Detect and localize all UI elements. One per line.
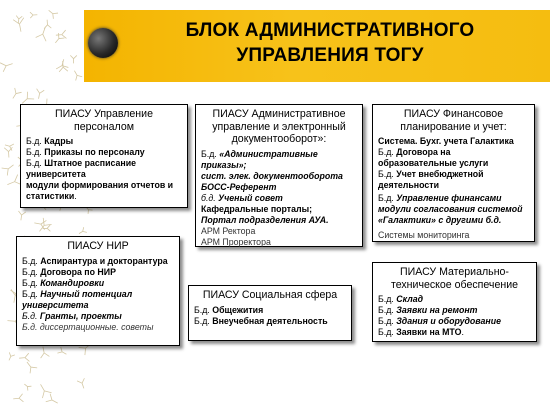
- list-item: Б.д. Договора по НИР: [22, 266, 116, 277]
- list-item: Б.д. «Административные приказы»;: [201, 148, 318, 170]
- list-item: Б.д. Здания и оборудование: [378, 316, 501, 326]
- box-logistics: [372, 262, 537, 342]
- list-item: Б.д. Кадры: [26, 136, 74, 146]
- list-item: Б.д. Учет внебюджетной деятельности: [378, 169, 484, 190]
- list-item: Системы мониторинга: [378, 230, 470, 240]
- box-personnel-header: ПИАСУ Управление персоналом: [55, 108, 153, 133]
- list-item: сист. элек. документооборота БОСС-Референт: [201, 170, 343, 192]
- box-social: [188, 285, 352, 341]
- box-finance-header: ПИАСУ Финансовое планирование и учет:: [400, 108, 507, 133]
- list-item: Портал подразделения АУА.: [201, 214, 329, 225]
- list-item: Б.д. Штатное расписание университета: [26, 158, 137, 179]
- box-admin: [195, 104, 363, 247]
- title-line-1: БЛОК АДМИНИСТРАТИВНОГО: [185, 20, 475, 41]
- list-item: Б.д. Склад: [378, 294, 424, 304]
- list-item: Б.д. Гранты, проекты: [22, 310, 122, 321]
- list-item: Система. Бухг. учета Галактика: [378, 136, 514, 146]
- box-social-header: ПИАСУ Социальная сфера: [202, 289, 338, 301]
- box-research: [16, 236, 180, 346]
- bullet-orb-icon: [88, 28, 118, 58]
- box-admin-header: ПИАСУ Административное управление и электронный документооборот»:: [212, 108, 346, 145]
- list-item: модули формирования отчетов и статистики.: [26, 180, 174, 201]
- list-item: Б.д. Общежития: [194, 304, 264, 315]
- title-line-2: УПРАВЛЕНИЯ ТОГУ: [236, 45, 424, 66]
- list-item: Б.д. Внеучебная деятельность: [194, 315, 328, 326]
- list-item: Б.д. Заявки на ремонт: [378, 305, 478, 315]
- list-item: Б.д. Заявки на МТО.: [378, 327, 464, 337]
- list-item: Б.д. Командировки: [22, 277, 105, 288]
- page-title: [120, 18, 540, 68]
- list-item: АРМ Ректора: [201, 225, 256, 236]
- list-item: б.д. Ученый совет: [201, 192, 283, 203]
- list-item: Б.д. Приказы по персоналу: [26, 147, 145, 157]
- box-finance: [372, 104, 535, 242]
- list-item: Б.д. Научный потенциал университета: [22, 288, 133, 310]
- box-logistics-header: ПИАСУ Материально-техническое обеспечение: [390, 266, 519, 291]
- list-item: Б.д. Аспирантура и докторантура: [22, 255, 168, 266]
- box-personnel: [20, 104, 188, 208]
- list-item: Б.д. Договора на образовательные услуги: [378, 147, 489, 168]
- list-item: АРМ Проректора: [201, 236, 271, 247]
- list-item: Кафедральные порталы;: [201, 203, 313, 214]
- list-item: Б.д. Управление финансами модули согласования системой «Галактики» с другими б.д.: [378, 193, 523, 225]
- box-research-header: ПИАСУ НИР: [67, 240, 129, 252]
- list-item: Б.д. диссертационные. советы: [22, 321, 154, 332]
